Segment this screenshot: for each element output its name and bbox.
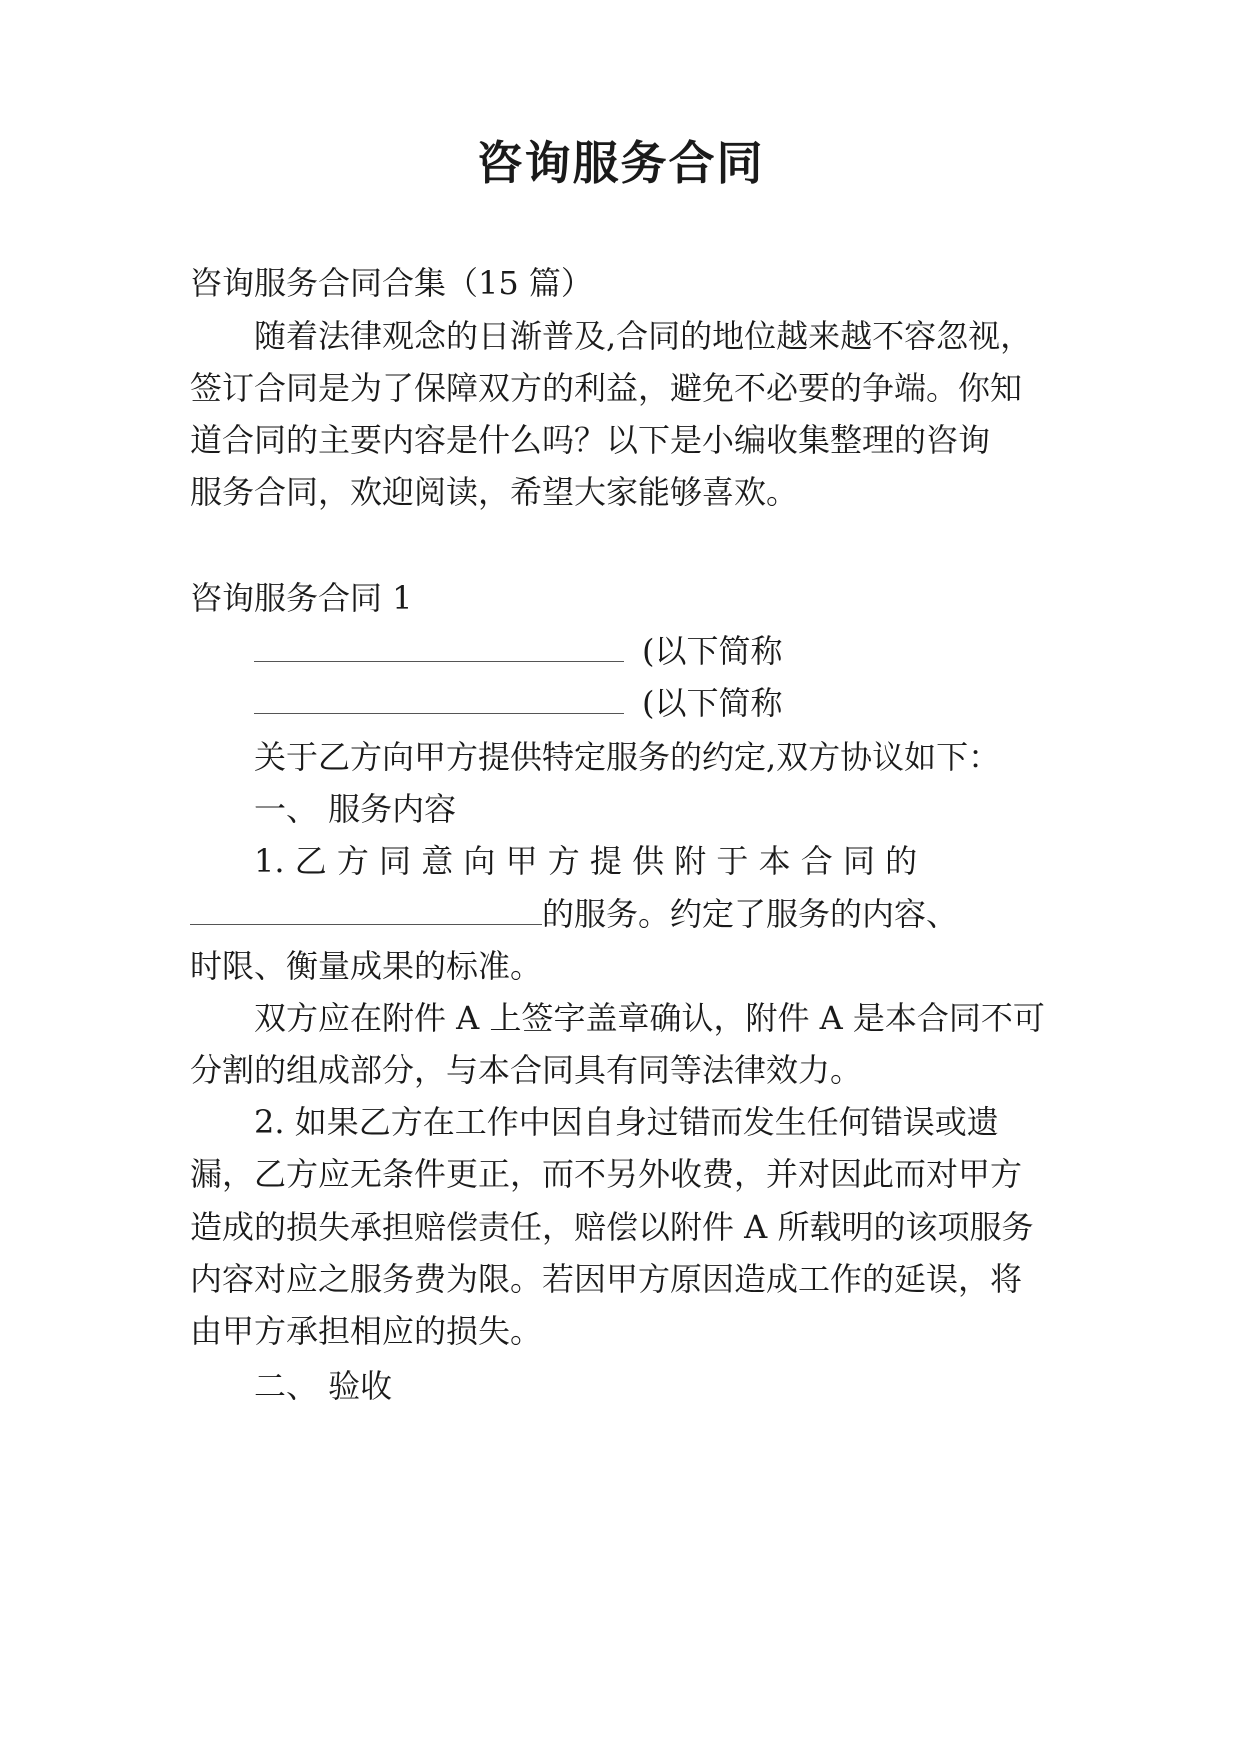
annex-line-2: 分割的组成部分，与本合同具有同等法律效力。 [190, 1051, 863, 1089]
item-2-line-4: 内容对应之服务费为限。若因甲方原因造成工作的延误，将 [190, 1260, 1023, 1298]
section-heading-1: 一、 服务内容 [254, 790, 457, 828]
section-heading-2: 二、 验收 [254, 1367, 393, 1405]
contract-section-title: 咨询服务合同 1 [190, 579, 413, 617]
item-1-line-2 [190, 894, 1050, 934]
party-b-suffix: (以下简称 [642, 684, 783, 722]
agreement-text: 关于乙方向甲方提供特定服务的约定,双方协议如下： [254, 738, 1001, 776]
party-a-suffix: (以下简称 [642, 632, 783, 670]
intro-line-3: 道合同的主要内容是什么吗？以下是小编收集整理的咨询 [190, 421, 991, 459]
intro-line-4: 服务合同，欢迎阅读，希望大家能够喜欢。 [190, 473, 799, 511]
item-1-line-1: 1. 乙 方 同 意 向 甲 方 提 供 附 于 本 合 同 的 [254, 842, 918, 880]
intro-line-1: 随着法律观念的日渐普及,合同的地位越来越不容忽视， [254, 317, 1033, 355]
annex-line-1: 双方应在附件 A 上签字盖章确认，附件 A 是本合同不可 [254, 999, 1045, 1037]
service-blank [190, 894, 542, 925]
item-2-line-1: 2. 如果乙方在工作中因自身过错而发生任何错误或遗 [254, 1103, 999, 1141]
item-2-line-3: 造成的损失承担赔偿责任，赔偿以附件 A 所载明的该项服务 [190, 1208, 1034, 1246]
item-1-line-2-text: 的服务。约定了服务的内容、 [542, 895, 959, 933]
party-b-line [254, 683, 1114, 723]
party-a-blank [254, 631, 624, 662]
party-b-blank [254, 683, 624, 714]
party-a-line [254, 631, 1114, 671]
item-2-line-5: 由甲方承担相应的损失。 [190, 1312, 543, 1350]
collection-subtitle: 咨询服务合同合集（15 篇） [190, 264, 593, 302]
page-title: 咨询服务合同 [476, 136, 765, 190]
item-1-line-3: 时限、衡量成果的标准。 [190, 947, 543, 985]
intro-line-2: 签订合同是为了保障双方的利益，避免不必要的争端。你知 [190, 369, 1023, 407]
item-2-line-2: 漏，乙方应无条件更正，而不另外收费，并对因此而对甲方 [190, 1155, 1023, 1193]
